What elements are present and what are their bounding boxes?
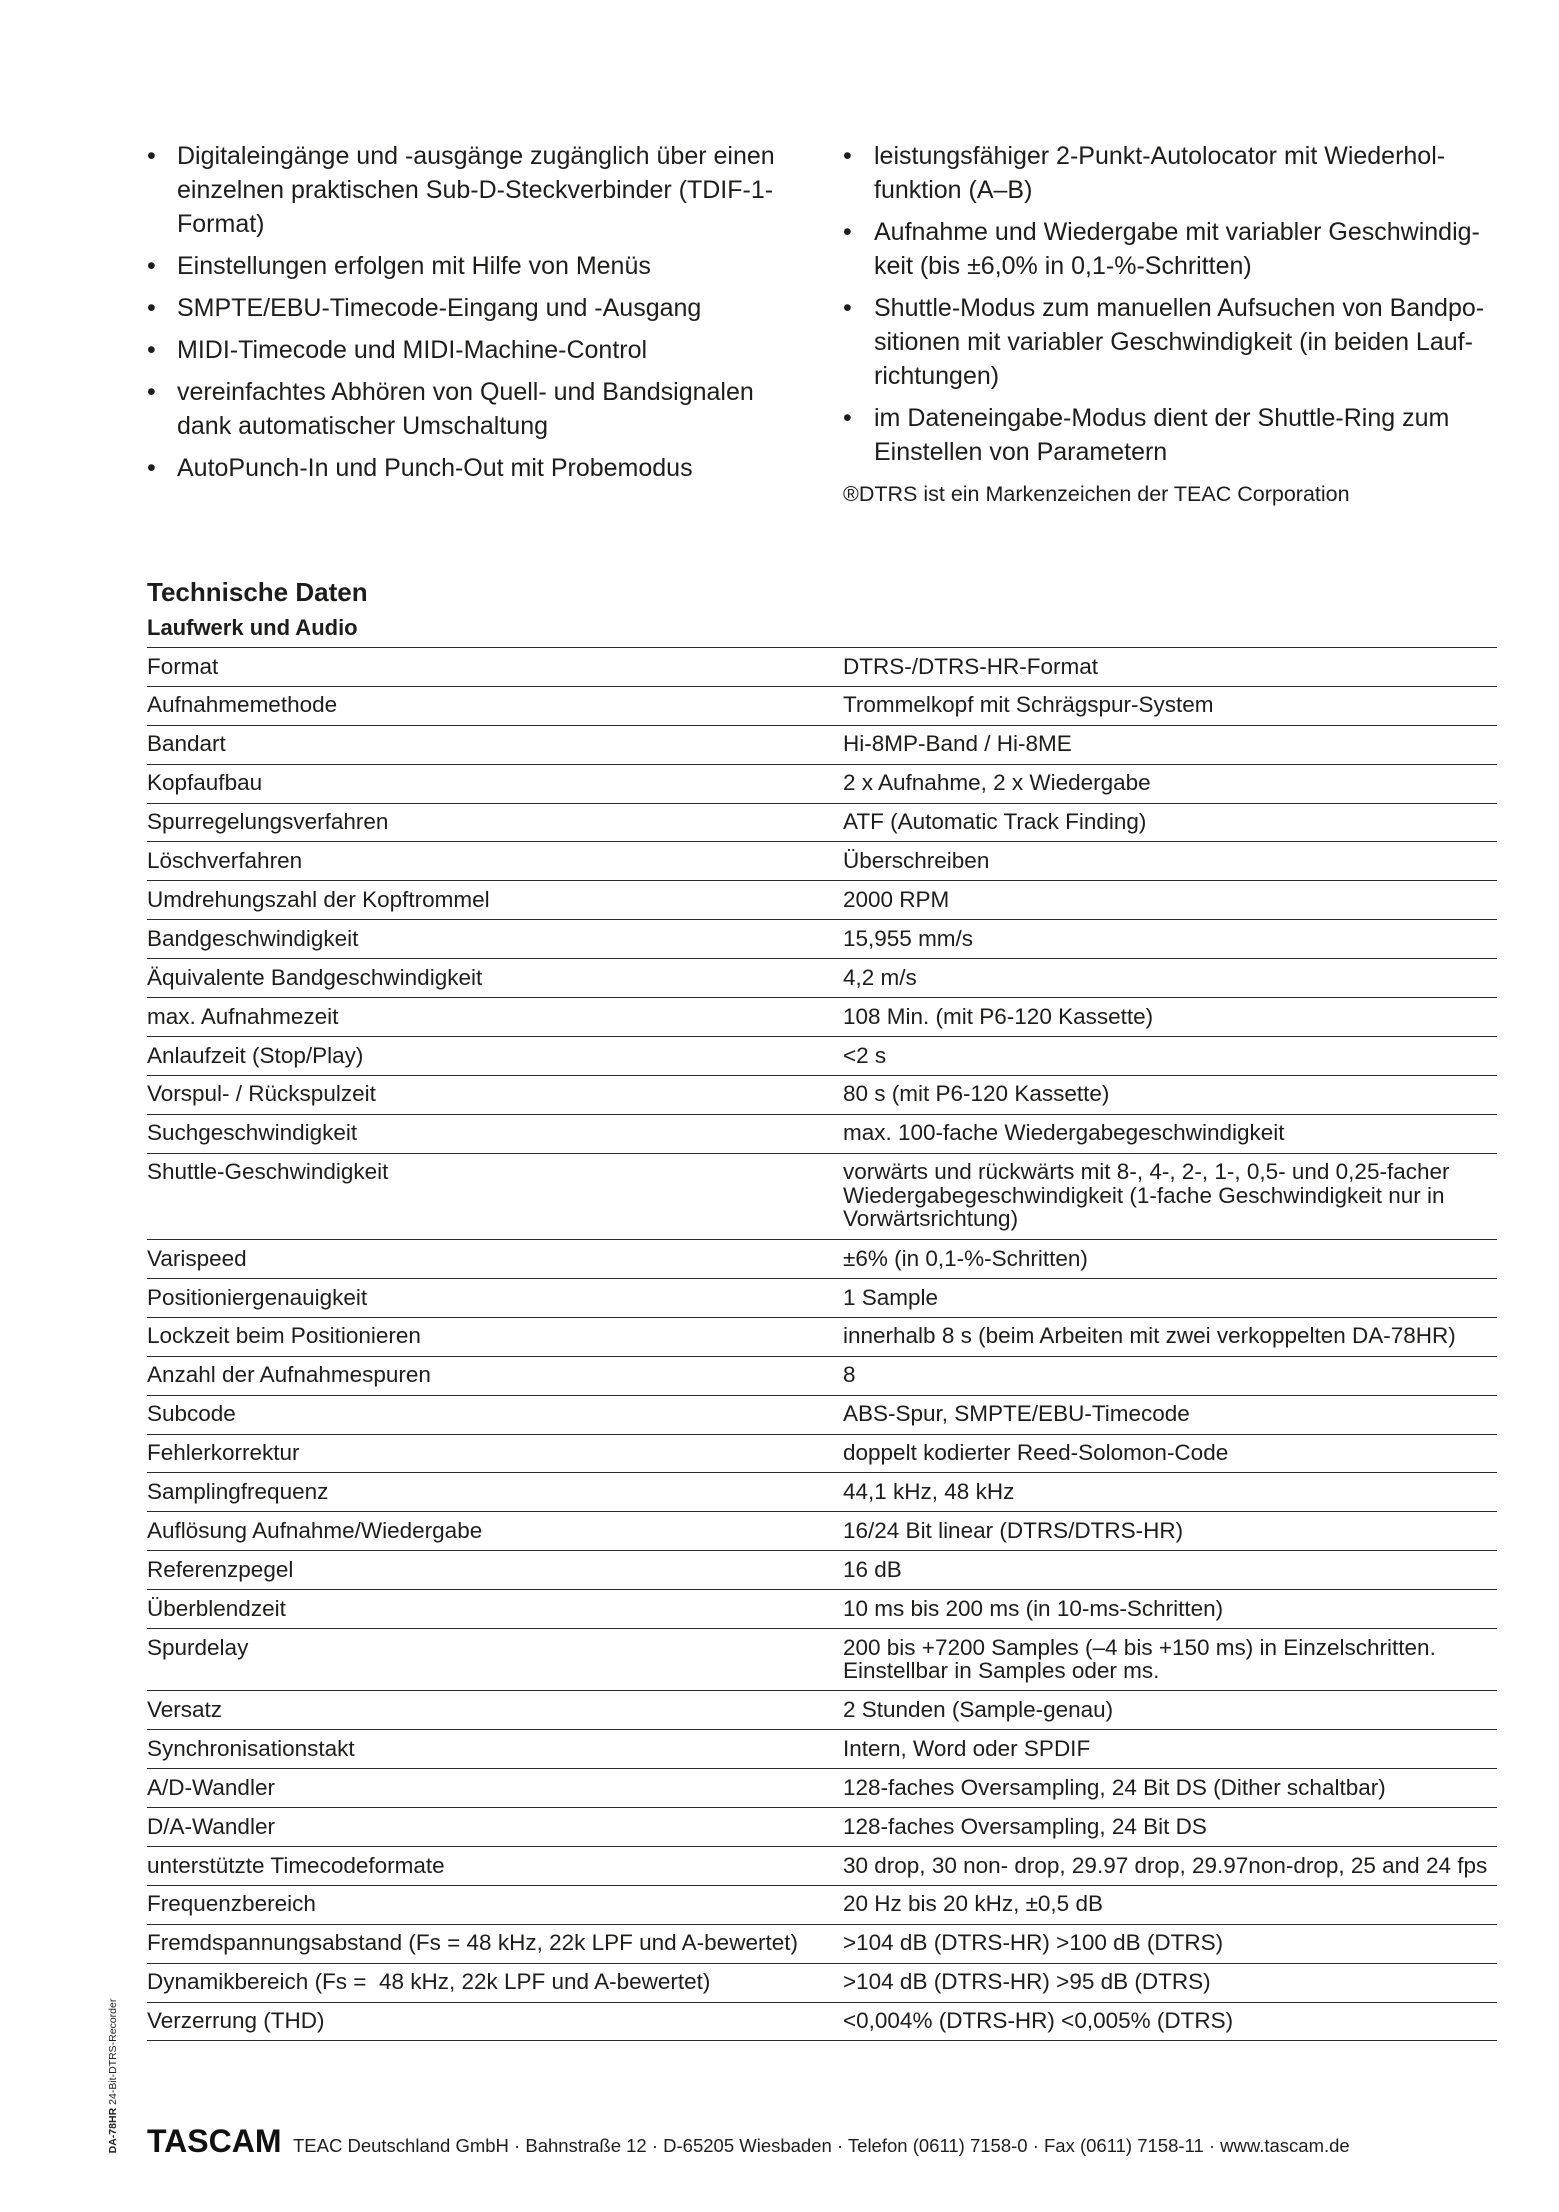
spec-value-line: Einstellbar in Samples oder ms.: [843, 1657, 1160, 1683]
feature-item: [843, 139, 1484, 207]
spec-label: Fremdspannungsabstand (Fs = 48 kHz, 22k LPF und A-bewertet): [147, 1930, 798, 1956]
spec-label: Spurdelay: [147, 1634, 249, 1660]
spec-label: Überblendzeit: [147, 1595, 286, 1621]
spec-row: [147, 1885, 1497, 1924]
feature-item: [147, 249, 775, 283]
spec-label: Shuttle-Geschwindigkeit: [147, 1159, 389, 1185]
spec-label: Frequenzbereich: [147, 1891, 316, 1917]
spec-value: ATF (Automatic Track Finding): [843, 809, 1147, 835]
spec-row: [147, 1075, 1497, 1114]
spec-value: >104 dB (DTRS-HR) >95 dB (DTRS): [843, 1969, 1211, 1995]
spec-value: 2000 RPM: [843, 886, 950, 912]
spec-row: [147, 1472, 1497, 1511]
spec-value: [843, 1636, 1497, 1691]
spec-value: 30 drop, 30 non- drop, 29.97 drop, 29.97non-drop, 25 and 24 fps: [843, 1852, 1488, 1878]
spec-label: Samplingfrequenz: [147, 1479, 329, 1505]
bullet-icon: •: [147, 252, 156, 280]
bullet-icon: •: [147, 336, 156, 364]
spec-value-line: 200 bis +7200 Samples (–4 bis +150 ms) in Einzelschritten.: [843, 1634, 1436, 1660]
bullet-icon: •: [843, 404, 852, 432]
spec-row: [147, 2002, 1497, 2041]
spec-value: 128-faches Oversampling, 24 Bit DS (Dither schaltbar): [843, 1774, 1386, 1800]
spec-label: Referenzpegel: [147, 1556, 294, 1582]
spec-label: Format: [147, 653, 219, 679]
spec-value: 20 Hz bis 20 kHz, ±0,5 dB: [843, 1891, 1103, 1917]
spec-row: [147, 1511, 1497, 1550]
spec-label: Fehlerkorrektur: [147, 1440, 300, 1466]
spec-value: max. 100-fache Wiedergabegeschwindigkeit: [843, 1120, 1285, 1146]
feature-text: [177, 139, 775, 241]
spec-row: [147, 1846, 1497, 1885]
spec-label: Dynamikbereich (Fs = 48 kHz, 22k LPF und A-bewertet): [147, 1969, 711, 1995]
feature-item: [147, 451, 775, 485]
feature-text-line: Einstellen von Parametern: [874, 438, 1168, 466]
spec-row: [147, 1278, 1497, 1317]
spec-value-line: vorwärts und rückwärts mit 8-, 4-, 2-, 1-, 0,5- und 0,25-facher: [843, 1159, 1450, 1185]
spec-value: 16/24 Bit linear (DTRS/DTRS-HR): [843, 1517, 1184, 1543]
spec-value: 4,2 m/s: [843, 964, 917, 990]
spec-value-line: Vorwärtsrichtung): [843, 1205, 1019, 1231]
spec-value: 1 Sample: [843, 1284, 939, 1310]
feature-text-line: AutoPunch-In und Punch-Out mit Probemodus: [177, 454, 693, 482]
spec-row: [147, 880, 1497, 919]
spec-label: Spurregelungsverfahren: [147, 809, 389, 835]
trademark-note: ®DTRS ist ein Markenzeichen der TEAC Corporation: [843, 482, 1350, 506]
feature-text-line: SMPTE/EBU-Timecode-Eingang und -Ausgang: [177, 294, 702, 322]
spec-value: <2 s: [843, 1042, 887, 1068]
feature-item: [147, 333, 775, 367]
spec-row: [147, 1589, 1497, 1628]
side-model-name: DA-78HR: [107, 2107, 119, 2154]
spec-value: Überschreiben: [843, 848, 990, 874]
feature-text-line: vereinfachtes Abhören von Quell- und Bandsignalen: [177, 378, 754, 406]
spec-value: Hi-8MP-Band / Hi-8ME: [843, 731, 1072, 757]
spec-row: [147, 1395, 1497, 1434]
spec-value: ±6% (in 0,1-%-Schritten): [843, 1245, 1088, 1271]
spec-row: [147, 958, 1497, 997]
spec-value: DTRS-/DTRS-HR-Format: [843, 653, 1098, 679]
spec-label: Versatz: [147, 1696, 223, 1722]
spec-row: [147, 1628, 1497, 1690]
spec-row: [147, 1924, 1497, 1963]
spec-label: Äquivalente Bandgeschwindigkeit: [147, 964, 483, 990]
feature-text-line: Aufnahme und Wiedergabe mit variabler Geschwindig-: [874, 218, 1480, 246]
bullet-icon: •: [843, 294, 852, 322]
feature-text: [177, 249, 651, 283]
feature-text-line: leistungsfähiger 2-Punkt-Autolocator mit Wiederhol-: [874, 142, 1446, 170]
spec-value: [843, 1160, 1497, 1239]
feature-text-line: richtungen): [874, 362, 1000, 390]
tascam-logo: TASCAM: [147, 2123, 282, 2159]
feature-text: [874, 139, 1445, 207]
spec-value: 128-faches Oversampling, 24 Bit DS: [843, 1813, 1207, 1839]
spec-label: Löschverfahren: [147, 848, 303, 874]
feature-item: [147, 139, 775, 241]
feature-text-line: keit (bis ±6,0% in 0,1-%-Schritten): [874, 252, 1252, 280]
spec-value: ABS-Spur, SMPTE/EBU-Timecode: [843, 1401, 1190, 1427]
spec-value: 2 x Aufnahme, 2 x Wiedergabe: [843, 770, 1151, 796]
spec-row: [147, 764, 1497, 803]
feature-text: [874, 401, 1449, 469]
spec-value: 15,955 mm/s: [843, 925, 974, 951]
feature-text-line: im Dateneingabe-Modus dient der Shuttle-Ring zum: [874, 404, 1450, 432]
spec-row: [147, 919, 1497, 958]
spec-value: innerhalb 8 s (beim Arbeiten mit zwei verkoppelten DA-78HR): [843, 1323, 1456, 1349]
feature-text: [874, 215, 1480, 283]
spec-label: D/A-Wandler: [147, 1813, 275, 1839]
spec-value: 108 Min. (mit P6-120 Kassette): [843, 1003, 1154, 1029]
spec-value: 16 dB: [843, 1556, 902, 1582]
bullet-icon: •: [147, 378, 156, 406]
feature-text-line: einzelnen praktischen Sub-D-Steckverbinder (TDIF-1-: [177, 176, 774, 204]
spec-label: Subcode: [147, 1401, 236, 1427]
feature-text: [874, 291, 1484, 393]
spec-value-line: Wiedergabegeschwindigkeit (1-fache Geschwindigkeit nur in: [843, 1182, 1445, 1208]
spec-row: [147, 1434, 1497, 1473]
bullet-icon: •: [843, 218, 852, 246]
feature-text-line: funktion (A–B): [874, 176, 1033, 204]
spec-label: unterstützte Timecodeformate: [147, 1852, 445, 1878]
feature-item: [147, 291, 775, 325]
spec-value: 2 Stunden (Sample-genau): [843, 1696, 1114, 1722]
spec-row: [147, 1036, 1497, 1075]
spec-value: 44,1 kHz, 48 kHz: [843, 1479, 1015, 1505]
spec-label: Bandart: [147, 731, 226, 757]
spec-row: [147, 725, 1497, 764]
spec-row: [147, 997, 1497, 1036]
spec-value: 10 ms bis 200 ms (in 10-ms-Schritten): [843, 1595, 1224, 1621]
feature-item: [147, 375, 775, 443]
spec-value: <0,004% (DTRS-HR) <0,005% (DTRS): [843, 2008, 1234, 2034]
spec-label: A/D-Wandler: [147, 1774, 275, 1800]
spec-table: [147, 647, 1497, 2041]
section-heading: Technische Daten: [147, 577, 368, 607]
side-model-description: 24-Bit-DTRS-Recorder: [107, 1998, 119, 2105]
spec-label: Anlaufzeit (Stop/Play): [147, 1042, 364, 1068]
spec-value: >104 dB (DTRS-HR) >100 dB (DTRS): [843, 1930, 1224, 1956]
spec-row: [147, 1317, 1497, 1356]
spec-row: [147, 1690, 1497, 1729]
spec-row: [147, 841, 1497, 880]
spec-label: Vorspul- / Rückspulzeit: [147, 1081, 376, 1107]
spec-row: [147, 686, 1497, 725]
feature-text-line: Format): [177, 210, 265, 238]
spec-value: doppelt kodierter Reed-Solomon-Code: [843, 1440, 1229, 1466]
spec-row: [147, 1239, 1497, 1278]
spec-label: Anzahl der Aufnahmespuren: [147, 1362, 431, 1388]
spec-label: Lockzeit beim Positionieren: [147, 1323, 421, 1349]
side-product-label: [107, 1999, 119, 2154]
feature-text-line: Shuttle-Modus zum manuellen Aufsuchen von Bandpo-: [874, 294, 1485, 322]
feature-item: [843, 401, 1484, 469]
spec-label: Verzerrung (THD): [147, 2008, 325, 2034]
spec-label: Positioniergenauigkeit: [147, 1284, 368, 1310]
feature-item: [843, 215, 1484, 283]
spec-row: [147, 1550, 1497, 1589]
spec-label: Varispeed: [147, 1245, 247, 1271]
spec-row: [147, 1729, 1497, 1768]
footer-address: TEAC Deutschland GmbH · Bahnstraße 12 · D-65205 Wiesbaden · Telefon (0611) 7158-0 · Fax (0611) 7158-11 · www.tascam.de: [293, 2135, 1350, 2156]
spec-row: [147, 647, 1497, 686]
spec-value: 8: [843, 1362, 856, 1388]
bullet-icon: •: [147, 142, 156, 170]
feature-text: [177, 333, 647, 367]
spec-row: [147, 1356, 1497, 1395]
spec-label: Auflösung Aufnahme/Wiedergabe: [147, 1517, 483, 1543]
feature-text-line: Einstellungen erfolgen mit Hilfe von Menüs: [177, 252, 651, 280]
feature-list-right: [843, 139, 1484, 477]
feature-text-line: MIDI-Timecode und MIDI-Machine-Control: [177, 336, 648, 364]
spec-label: Synchronisationstakt: [147, 1735, 355, 1761]
feature-list-left: [147, 139, 775, 493]
spec-label: Umdrehungszahl der Kopftrommel: [147, 886, 490, 912]
spec-row: [147, 1807, 1497, 1846]
bullet-icon: •: [147, 294, 156, 322]
spec-value: Intern, Word oder SPDIF: [843, 1735, 1091, 1761]
spec-row: [147, 1153, 1497, 1240]
feature-item: [843, 291, 1484, 393]
bullet-icon: •: [147, 454, 156, 482]
feature-text: [177, 291, 701, 325]
spec-row: [147, 803, 1497, 842]
spec-value: 80 s (mit P6-120 Kassette): [843, 1081, 1110, 1107]
spec-label: max. Aufnahmezeit: [147, 1003, 339, 1029]
spec-row: [147, 1768, 1497, 1807]
spec-label: Bandgeschwindigkeit: [147, 925, 359, 951]
bullet-icon: •: [843, 142, 852, 170]
spec-row: [147, 1963, 1497, 2002]
feature-text-line: sitionen mit variabler Geschwindigkeit (in beiden Lauf-: [874, 328, 1473, 356]
feature-text-line: dank automatischer Umschaltung: [177, 412, 549, 440]
feature-text-line: Digitaleingänge und -ausgänge zugänglich über einen: [177, 142, 775, 170]
subsection-heading: Laufwerk und Audio: [147, 615, 358, 640]
spec-value: Trommelkopf mit Schrägspur-System: [843, 692, 1214, 718]
feature-text: [177, 451, 693, 485]
spec-row: [147, 1114, 1497, 1153]
spec-label: Suchgeschwindigkeit: [147, 1120, 358, 1146]
spec-label: Kopfaufbau: [147, 770, 263, 796]
spec-label: Aufnahmemethode: [147, 692, 338, 718]
feature-text: [177, 375, 754, 443]
